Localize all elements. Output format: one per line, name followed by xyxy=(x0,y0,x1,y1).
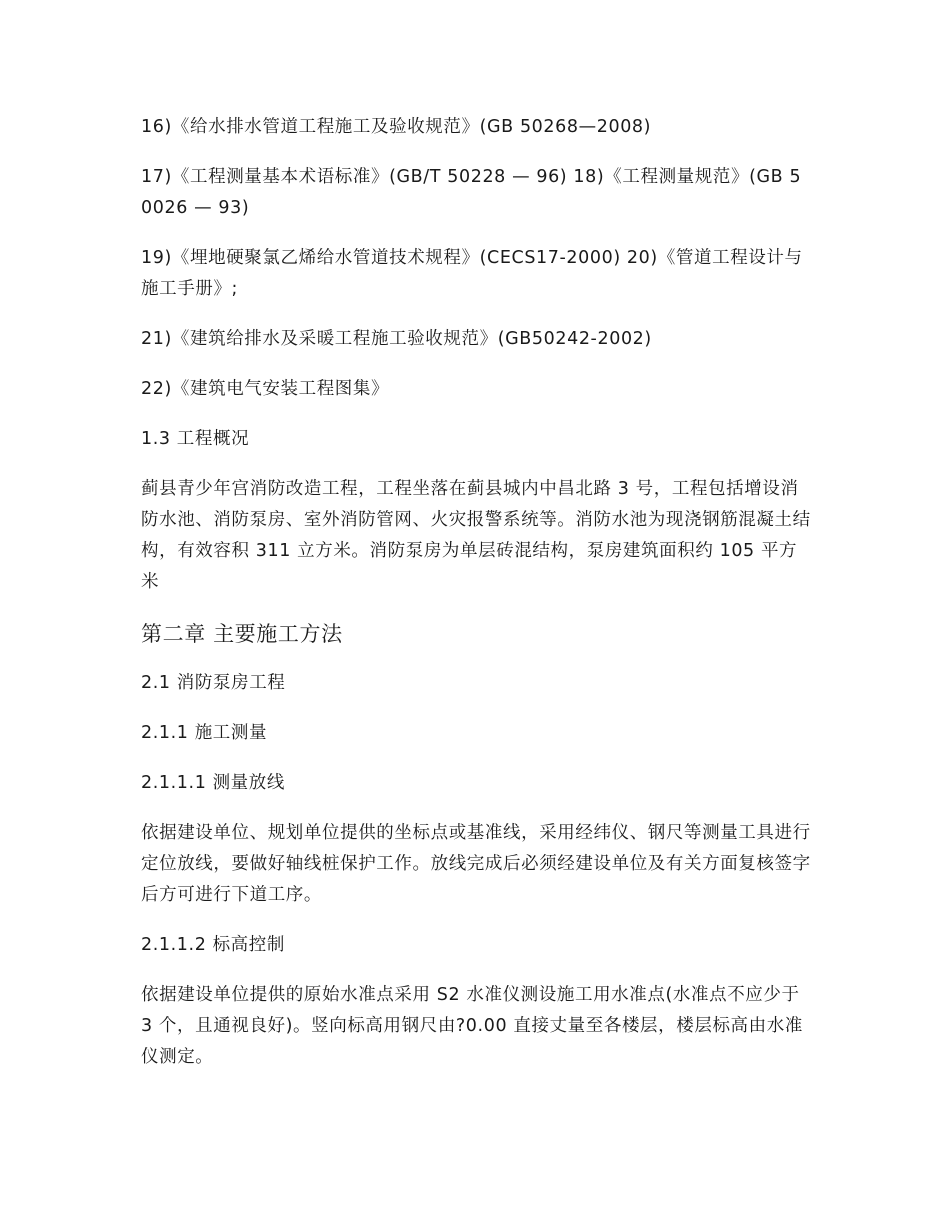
project-overview-paragraph: 蓟县青少年宫消防改造工程，工程坐落在蓟县城内中昌北路 3 号，工程包括增设消防水池、消防泵房、室外消防管网、火灾报警系统等。消防水池为现浇钢筋混凝土结构，有效容积 311 立方米。消防泵房为单层砖混结构，泵房建筑面积约 105 平方米 xyxy=(141,479,811,592)
section-heading-1-3: 1.3 工程概况 xyxy=(141,429,250,449)
reference-item-19-20: 19)《埋地硬聚氯乙烯给水管道技术规程》(CECS17-2000) 20)《管道工程设计与施工手册》; xyxy=(141,248,803,299)
chapter-title: 第二章 主要施工方法 xyxy=(141,622,343,646)
elevation-paragraph: 依据建设单位提供的原始水准点采用 S2 水准仪测设施工用水准点(水准点不应少于 3 个，且通视良好)。竖向标高用钢尺由?0.00 直接丈量至各楼层，楼层标高由水准仪测定。 xyxy=(141,985,803,1067)
reference-item-22: 22)《建筑电气安装工程图集》 xyxy=(141,379,390,399)
document-page xyxy=(141,112,811,1092)
reference-item-21: 21)《建筑给排水及采暖工程施工验收规范》(GB50242-2002) xyxy=(141,329,652,349)
section-heading-2-1: 2.1 消防泵房工程 xyxy=(141,673,286,693)
section-heading-2-1-1-2: 2.1.1.2 标高控制 xyxy=(141,935,285,955)
section-heading-2-1-1-1: 2.1.1.1 测量放线 xyxy=(141,773,285,793)
reference-item-16: 16)《给水排水管道工程施工及验收规范》(GB 50268—2008) xyxy=(141,117,652,137)
reference-item-17-18: 17)《工程测量基本术语标准》(GB/T 50228 — 96) 18)《工程测量规范》(GB 50026 — 93) xyxy=(141,167,802,218)
section-heading-2-1-1: 2.1.1 施工测量 xyxy=(141,723,268,743)
survey-paragraph: 依据建设单位、规划单位提供的坐标点或基准线，采用经纬仪、钢尺等测量工具进行定位放线，要做好轴线桩保护工作。放线完成后必须经建设单位及有关方面复核签字后方可进行下道工序。 xyxy=(141,823,811,905)
